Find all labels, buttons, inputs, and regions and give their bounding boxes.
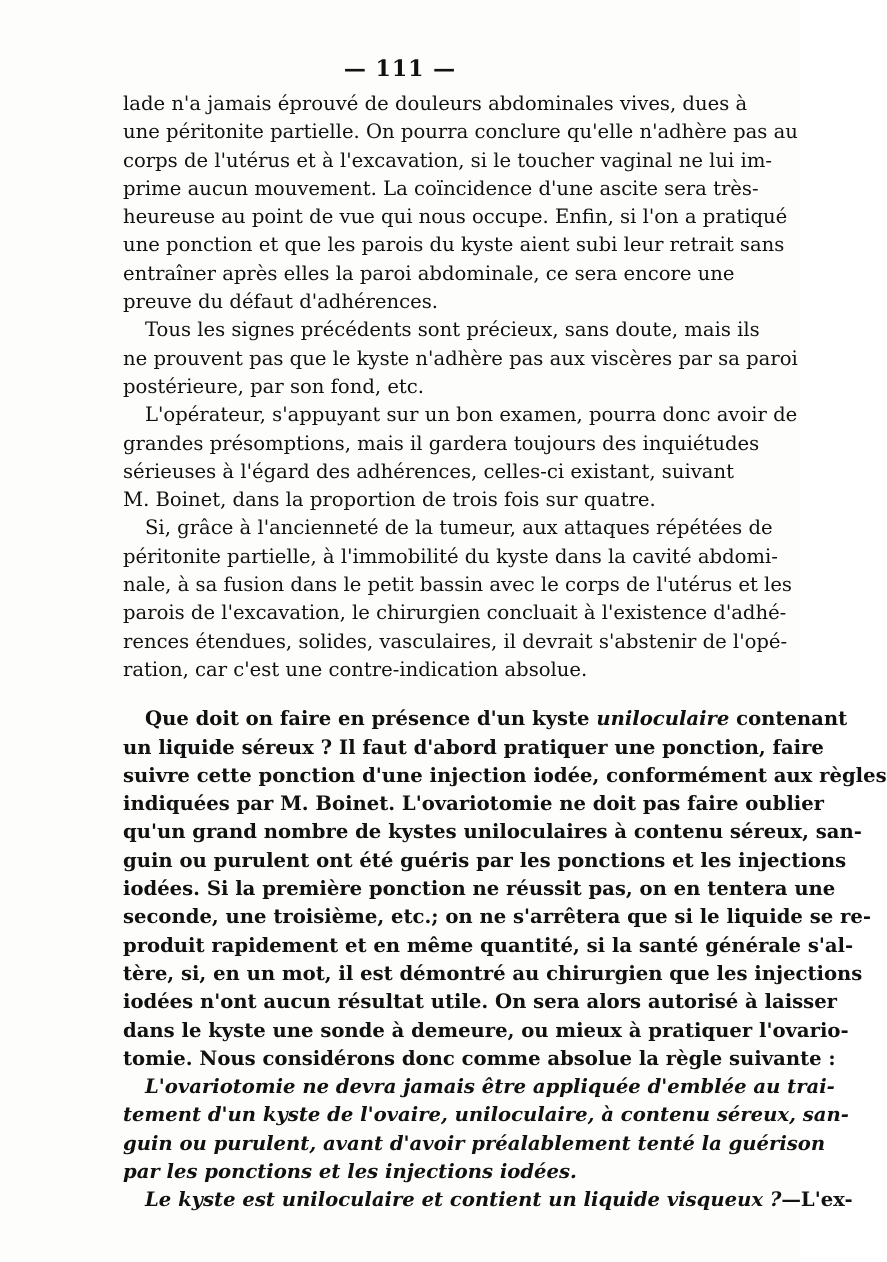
text-line: [123, 1186, 853, 1214]
text-line: corps de l'utérus et à l'excavation, si le toucher vaginal ne lui im-: [123, 148, 773, 172]
text-line: une péritonite partielle. On pourra conclure qu'elle n'adhère pas au: [123, 120, 798, 144]
text-line: ration, car c'est une contre-indication absolue.: [123, 657, 588, 681]
text-line: iodées. Si la première ponction ne réussit pas, on en tentera une: [123, 877, 836, 901]
text-line: dans le kyste une sonde à demeure, ou mieux à pratiquer l'ovario-: [123, 1018, 849, 1042]
text-line: indiquées par M. Boinet. L'ovariotomie ne doit pas faire oublier: [123, 792, 824, 816]
text-run: contenant: [729, 707, 848, 731]
text-line: parois de l'excavation, le chirurgien concluait à l'existence d'adhé-: [123, 601, 787, 625]
text-line: prime aucun mouvement. La coïncidence d'une ascite sera très-: [123, 176, 759, 200]
text-line: preuve du défaut d'adhérences.: [123, 290, 439, 314]
paragraph-1: [123, 90, 798, 316]
text-line: par les ponctions et les injections iodées.: [123, 1159, 577, 1183]
page-number: — 111 —: [343, 56, 457, 82]
text-line: un liquide séreux ? Il faut d'abord pratiquer une ponction, faire: [123, 735, 824, 759]
text-line: iodées n'ont aucun résultat utile. On sera alors autorisé à laisser: [123, 990, 837, 1014]
text-line: tement d'un kyste de l'ovaire, uniloculaire, à contenu séreux, san-: [123, 1103, 849, 1127]
paragraph-2: [123, 316, 798, 401]
text-run: Que doit on faire en présence d'un kyste: [145, 707, 597, 731]
text-line: ne prouvent pas que le kyste n'adhère pas aux viscères par sa paroi: [123, 346, 798, 370]
paragraph-5: [123, 705, 887, 1073]
text-line: produit rapidement et en même quantité, si la santé générale s'al-: [123, 933, 854, 957]
paragraph-7: [123, 1186, 853, 1214]
text-run: —L'ex-: [781, 1188, 853, 1212]
section-gap: [123, 684, 668, 705]
text-line: Si, grâce à l'ancienneté de la tumeur, aux attaques répétées de: [145, 516, 773, 540]
text-line: grandes présomptions, mais il gardera toujours des inquiétudes: [123, 431, 760, 455]
text-line: tère, si, en un mot, il est démontré au chirurgien que les injections: [123, 961, 863, 985]
body-text: [123, 90, 887, 1215]
rule-statement: [123, 1073, 849, 1186]
text-line: nale, à sa fusion dans le petit bassin avec le corps de l'utérus et les: [123, 573, 792, 597]
text-line: L'opérateur, s'appuyant sur un bon examen, pourra donc avoir de: [145, 403, 798, 427]
text-line: tomie. Nous considérons donc comme absolue la règle suivante :: [123, 1046, 836, 1070]
text-line: guin ou purulent ont été guéris par les ponctions et les injections: [123, 848, 847, 872]
text-line: L'ovariotomie ne devra jamais être appliquée d'emblée au trai-: [145, 1075, 835, 1099]
text-line: suivre cette ponction d'une injection iodée, conformément aux règles: [123, 763, 887, 787]
text-line: [123, 705, 848, 733]
text-line: postérieure, par son fond, etc.: [123, 374, 424, 398]
paragraph-3: [123, 401, 798, 514]
text-line: heureuse au point de vue qui nous occupe. Enfin, si l'on a pratiqué: [123, 205, 788, 229]
text-line: qu'un grand nombre de kystes uniloculaires à contenu séreux, san-: [123, 820, 862, 844]
text-line: entraîner après elles la paroi abdominale, ce sera encore une: [123, 261, 735, 285]
text-line: M. Boinet, dans la proportion de trois fois sur quatre.: [123, 488, 656, 512]
text-line: une ponction et que les parois du kyste aient subi leur retrait sans: [123, 233, 785, 257]
text-line: Tous les signes précédents sont précieux, sans doute, mais ils: [145, 318, 760, 342]
question-heading: Le kyste est uniloculaire et contient un liquide visqueux ?: [145, 1188, 782, 1212]
text-line: guin ou purulent, avant d'avoir préalablement tenté la guérison: [123, 1131, 826, 1155]
paragraph-4: [123, 514, 792, 684]
text-line: péritonite partielle, à l'immobilité du kyste dans la cavité abdomi-: [123, 544, 778, 568]
text-line: sérieuses à l'égard des adhérences, celles-ci existant, suivant: [123, 459, 734, 483]
text-line: seconde, une troisième, etc.; on ne s'arrêtera que si le liquide se re-: [123, 905, 871, 929]
text-line: lade n'a jamais éprouvé de douleurs abdominales vives, dues à: [123, 92, 748, 115]
text-line: rences étendues, solides, vasculaires, il devrait s'abstenir de l'opé-: [123, 629, 788, 653]
emphasis-uniloculaire: uniloculaire: [596, 707, 730, 731]
